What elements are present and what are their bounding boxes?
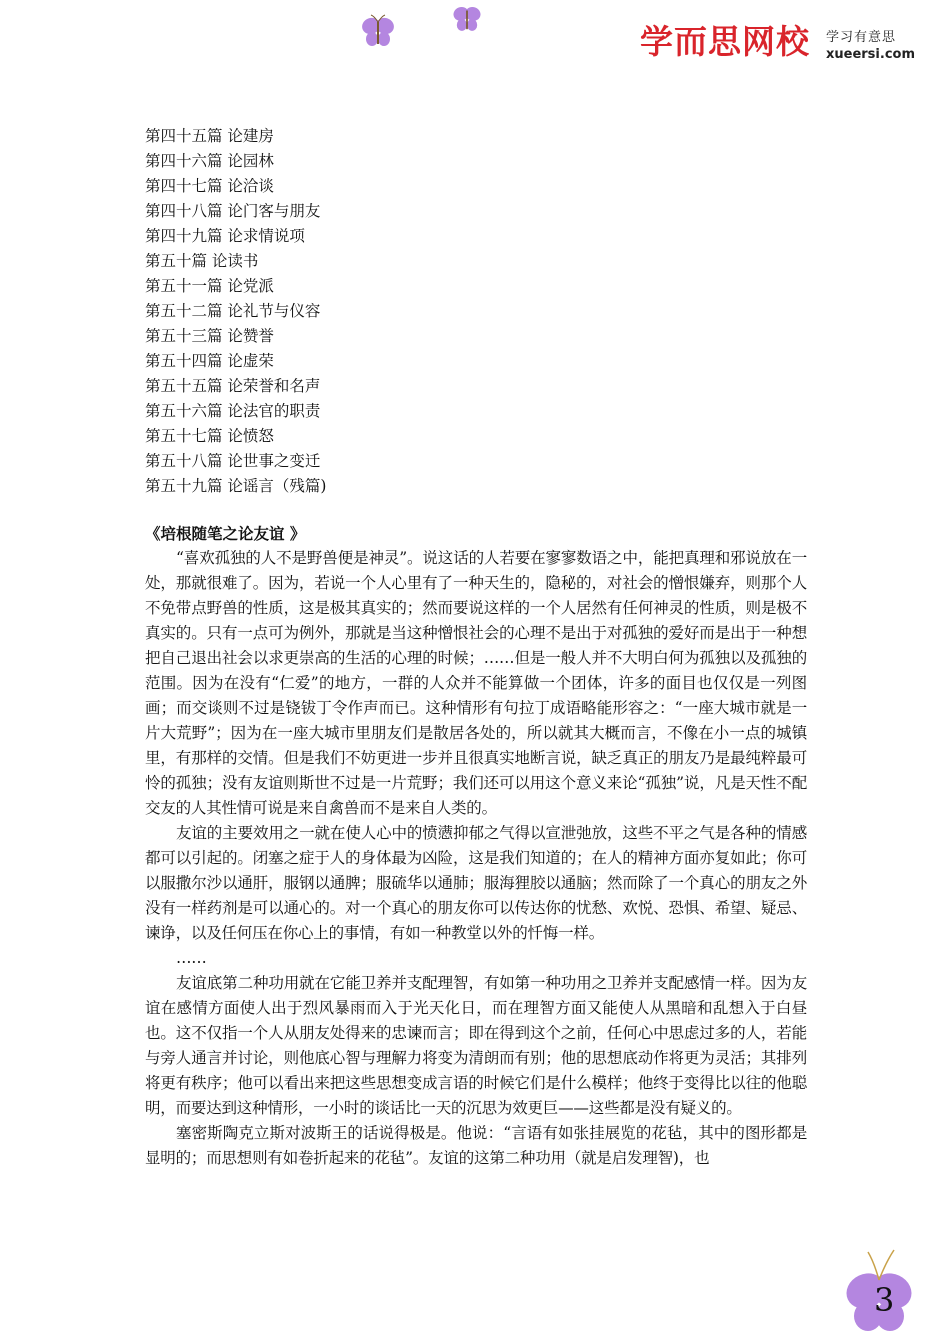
site-logo[interactable] [640,22,930,72]
essay-paragraph: “喜欢孤独的人不是野兽便是神灵”。说这话的人若要在寥寥数语之中，能把真理和邪说放在一处，那就很难了。因为，若说一个人心里有了一种天生的，隐秘的，对社会的憎恨嫌弃，则那个人不免带点野兽的性质，这是极其真实的；然而要说这样的一个人居然有任何神灵的性质，则是极不真实的。只有一点可为例外，那就是当这种憎恨社会的心理不是出于对孤独的爱好而是出于一种想把自己退出社会以求更崇高的生活的心理的时候；……但是一般人并不大明白何为孤独以及孤独的范围。因为在没有“仁爱”的地方，一群的人众并不能算做一个团体，许多的面目也仅仅是一列图画；而交谈则不过是铙钹丁令作声而已。这种情形有句拉丁成语略能形容之：“一座大城市就是一片大荒野”；因为在一座大城市里朋友们是散居各处的，所以就其大概而言，不像在小一点的城镇里，有那样的交情。但是我们不妨更进一步并且很真实地断言说，缺乏真正的朋友乃是最纯粹最可怜的孤独；没有友谊则斯世不过是一片荒野；我们还可以用这个意义来论“孤独”说，凡是天性不配交友的人其性情可说是来自禽兽而不是来自人类的。 [145,549,807,817]
essay-paragraph: 友谊底第二种功用就在它能卫养并支配理智，有如第一种功用之卫养并支配感情一样。因为友谊在感情方面使人出于烈风暴雨而入于光天化日，而在理智方面又能使人从黑暗和乱想入于白昼也。这不仅指一个人从朋友处得来的忠谏而言；即在得到这个之前，任何心中思虑过多的人，若能与旁人通言并讨论，则他底心智与理解力将变为清朗而有别；他的思想底动作将更为灵活；其排列将更有秩序；他可以看出来把这些思想变成言语的时候它们是什么模样；他终于变得比以往的他聪明，而要达到这种情形，一小时的谈话比一天的沉思为效更巨——这些都是没有疑义的。 [145,974,807,1117]
logo-url: xueersi.com [826,47,916,62]
toc-item: 第五十二篇 论礼节与仪容 [145,302,321,320]
toc-item: 第五十五篇 论荣誉和名声 [145,377,321,395]
essay-paragraph: 塞密斯陶克立斯对波斯王的话说得极是。他说：“言语有如张挂展览的花毡，其中的图形都是显明的；而思想则有如卷折起来的花毡”。友谊的这第二种功用（就是启发理智)，也 [145,1124,807,1167]
toc-item: 第五十九篇 论谣言（残篇) [145,477,327,495]
toc-item: 第四十六篇 论园林 [145,152,274,170]
toc-item: 第四十九篇 论求情说项 [145,227,305,245]
essay-paragraph: 友谊的主要效用之一就在使人心中的愤懑抑郁之气得以宣泄弛放，这些不平之气是各种的情感都可以引起的。闭塞之症于人的身体最为凶险，这是我们知道的；在人的精神方面亦复如此；你可以服撒尔沙以通肝，服钢以通脾；服硫华以通肺；服海狸胶以通脑；然而除了一个真心的朋友之外没有一样药剂是可以通心的。对一个真心的朋友你可以传达你的忧愁、欢悦、恐惧、希望、疑忌、谏诤，以及任何压在你心上的事情，有如一种教堂以外的忏悔一样。 [145,824,807,942]
essay-ellipsis: …… [176,949,207,967]
toc-item: 第五十一篇 论党派 [145,277,274,295]
essay-body [145,546,807,1171]
toc-item: 第五十六篇 论法官的职责 [145,402,321,420]
logo-slogan: 学习有意思 [826,30,897,45]
toc-item: 第四十五篇 论建房 [145,127,274,145]
butterfly-right-icon [450,2,484,36]
section-title: 《培根随笔之论友谊 》 [145,524,306,543]
toc-item: 第五十七篇 论愤怒 [145,427,274,445]
page-number-badge [838,1246,918,1336]
toc-list [145,124,326,499]
toc-item: 第四十七篇 论洽谈 [145,177,274,195]
page-number: 3 [874,1281,895,1319]
logo-name: 学而思网校 [640,22,810,61]
butterfly-left-icon [358,12,398,52]
toc-item: 第五十三篇 论赞誉 [145,327,274,345]
toc-item: 第五十八篇 论世事之变迁 [145,452,321,470]
toc-item: 第五十篇 论读书 [145,252,259,270]
toc-item: 第四十八篇 论门客与朋友 [145,202,321,220]
toc-item: 第五十四篇 论虚荣 [145,352,274,370]
